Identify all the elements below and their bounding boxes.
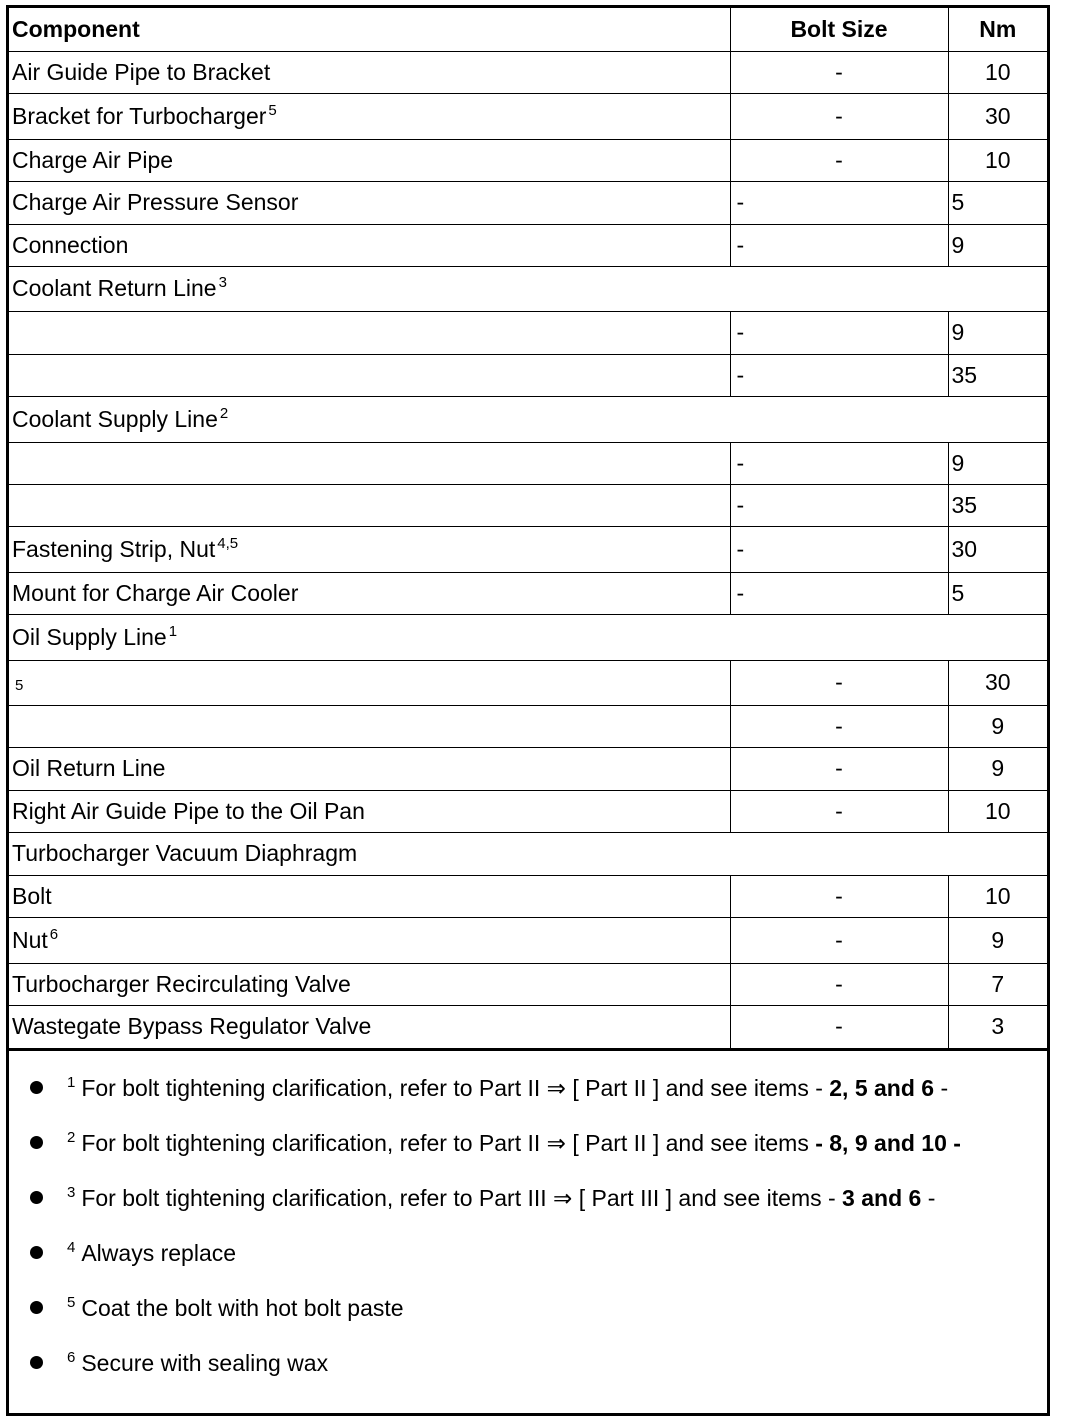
component-name: Nut: [12, 926, 48, 953]
footnote-reference: 3: [218, 274, 227, 291]
table-row: [9, 484, 1047, 526]
torque-nm-cell: 30: [948, 526, 1047, 572]
table-row: [9, 875, 1047, 917]
torque-nm-cell: 10: [948, 51, 1047, 93]
footnote-tail: -: [921, 1184, 936, 1211]
footnote-body: For bolt tightening clarification, refer to Part II ⇒ [ Part II ] and see items: [81, 1129, 816, 1156]
bolt-size-cell: -: [730, 572, 948, 614]
component-name: Mount for Charge Air Cooler: [12, 579, 299, 606]
component-cell: [9, 51, 730, 93]
component-cell: [9, 660, 730, 705]
bolt-size-cell: -: [730, 963, 948, 1005]
footnotes: [9, 1049, 1047, 1391]
bolt-size-cell: -: [730, 139, 948, 181]
footnote-reference: 1: [168, 622, 178, 640]
bolt-size-cell: -: [730, 1005, 948, 1048]
component-name: Bolt: [12, 882, 52, 909]
torque-nm-cell: 5: [948, 572, 1047, 614]
torque-nm-cell: 5: [948, 181, 1047, 224]
footnote-text: [67, 1130, 961, 1157]
component-name: Charge Air Pipe: [12, 146, 174, 173]
table-section-row: [9, 266, 1047, 311]
footnote-item: [9, 1061, 1047, 1116]
component-cell: [9, 1005, 730, 1048]
component-cell: [9, 526, 730, 572]
nm-column-header: Nm: [948, 8, 1047, 51]
table-row: [9, 917, 1047, 963]
footnote-item: [9, 1116, 1047, 1171]
bullet-icon: [30, 1301, 43, 1314]
footnote-item: [9, 1171, 1047, 1226]
torque-nm-cell: 9: [948, 747, 1047, 790]
component-name: Turbocharger Recirculating Valve: [12, 970, 351, 997]
bolt-size-cell: -: [730, 526, 948, 572]
section-title: [9, 832, 1047, 875]
table-body: [9, 51, 1047, 1048]
torque-nm-cell: 30: [948, 660, 1047, 705]
table-section-row: [9, 396, 1047, 442]
bullet-icon: [30, 1246, 43, 1259]
footnote-text: [67, 1075, 948, 1102]
footnote-text: [67, 1350, 328, 1377]
footnote-items-emphasis: 3 and 6: [842, 1184, 922, 1211]
bolt-size-cell: -: [730, 93, 948, 139]
torque-nm-cell: 9: [948, 311, 1047, 354]
torque-nm-cell: 30: [948, 93, 1047, 139]
component-cell: [9, 311, 730, 354]
table-row: [9, 1005, 1047, 1048]
bolt-size-cell: -: [730, 51, 948, 93]
section-title-text: Oil Supply Line: [12, 623, 167, 650]
section-title-text: Coolant Return Line: [12, 275, 217, 301]
bullet-icon: [30, 1356, 43, 1369]
torque-spec-sheet: [6, 5, 1050, 1416]
bolt-size-cell: -: [730, 917, 948, 963]
table-row: [9, 572, 1047, 614]
footnote-body: For bolt tightening clarification, refer to Part III ⇒ [ Part III ] and see items -: [81, 1184, 843, 1211]
component-cell: [9, 705, 730, 747]
bullet-icon: [30, 1081, 43, 1094]
torque-nm-cell: 10: [948, 875, 1047, 917]
footnote-reference: 4,5: [217, 534, 239, 552]
component-name: Wastegate Bypass Regulator Valve: [12, 1013, 372, 1039]
section-title: [9, 396, 1047, 442]
torque-nm-cell: 10: [948, 139, 1047, 181]
component-cell: [9, 484, 730, 526]
component-cell: [9, 139, 730, 181]
component-cell: [9, 747, 730, 790]
table-row: [9, 181, 1047, 224]
torque-nm-cell: 7: [948, 963, 1047, 1005]
component-name: Air Guide Pipe to Bracket: [12, 58, 271, 85]
footnote-number: 2: [67, 1128, 76, 1146]
table-row: [9, 51, 1047, 93]
footnote-reference: 6: [49, 925, 59, 943]
component-name: Right Air Guide Pipe to the Oil Pan: [12, 797, 365, 824]
torque-nm-cell: 9: [948, 917, 1047, 963]
torque-nm-cell: 3: [948, 1005, 1047, 1048]
table-section-row: [9, 614, 1047, 660]
component-name: Charge Air Pressure Sensor: [12, 189, 299, 215]
component-cell: [9, 917, 730, 963]
footnote-tail: -: [934, 1074, 949, 1101]
bolt-size-cell: -: [730, 311, 948, 354]
footnote-number: 4: [67, 1238, 76, 1256]
bullet-icon: [30, 1191, 43, 1204]
footnote-body: For bolt tightening clarification, refer to Part II ⇒ [ Part II ] and see items -: [81, 1074, 830, 1101]
torque-spec-table: [9, 8, 1047, 1049]
component-cell: [9, 354, 730, 396]
table-row: [9, 526, 1047, 572]
torque-nm-cell: 9: [948, 705, 1047, 747]
bolt-size-cell: -: [730, 747, 948, 790]
table-row: [9, 705, 1047, 747]
bullet-icon: [30, 1136, 43, 1149]
component-cell: [9, 224, 730, 266]
bolt-size-cell: -: [730, 705, 948, 747]
torque-nm-cell: 35: [948, 484, 1047, 526]
table-row: [9, 354, 1047, 396]
component-cell: [9, 875, 730, 917]
footnote-text: [67, 1240, 236, 1267]
table-row: [9, 442, 1047, 484]
torque-nm-cell: 35: [948, 354, 1047, 396]
section-title: [9, 614, 1047, 660]
table-row: [9, 311, 1047, 354]
component-cell: [9, 442, 730, 484]
bolt-size-cell: -: [730, 224, 948, 266]
component-cell: [9, 790, 730, 832]
footnote-body: Secure with sealing wax: [81, 1349, 329, 1376]
table-row: [9, 224, 1047, 266]
footnote-reference: 5: [268, 101, 277, 119]
table-row: [9, 93, 1047, 139]
table-row: [9, 790, 1047, 832]
bolt-size-cell: -: [730, 875, 948, 917]
torque-nm-cell: 10: [948, 790, 1047, 832]
bolt-size-cell: -: [730, 181, 948, 224]
footnote-body: Always replace: [81, 1239, 237, 1266]
component-cell: [9, 572, 730, 614]
footnote-number: 5: [67, 1293, 76, 1311]
component-cell: [9, 93, 730, 139]
torque-nm-cell: 9: [948, 224, 1047, 266]
torque-nm-cell: 9: [948, 442, 1047, 484]
bolt-size-cell: -: [730, 484, 948, 526]
footnote-item: [9, 1226, 1047, 1281]
footnote-number: 3: [67, 1183, 76, 1201]
table-row: [9, 139, 1047, 181]
bolt-size-cell: -: [730, 442, 948, 484]
footnote-item: [9, 1281, 1047, 1336]
table-row: [9, 660, 1047, 705]
table-row: [9, 747, 1047, 790]
component-column-header: Component: [9, 8, 730, 51]
table-section-row: [9, 832, 1047, 875]
footnote-items-emphasis: - 8, 9 and 10 -: [815, 1129, 961, 1156]
footnote-text: [67, 1185, 935, 1212]
footnote-number: 1: [67, 1073, 76, 1091]
component-cell: [9, 181, 730, 224]
section-title: [9, 266, 1047, 311]
component-name: Oil Return Line: [12, 755, 166, 781]
footnote-body: Coat the bolt with hot bolt paste: [81, 1294, 404, 1321]
component-name: Fastening Strip, Nut: [12, 535, 216, 562]
component-cell: [9, 963, 730, 1005]
footnote-text: [67, 1295, 404, 1322]
table-row: [9, 963, 1047, 1005]
footnote-items-emphasis: 2, 5 and 6: [829, 1074, 935, 1101]
section-title-text: Coolant Supply Line: [12, 405, 218, 432]
header-row: [9, 8, 1047, 51]
footnote-number: 6: [67, 1348, 76, 1366]
bolt-size-cell: -: [730, 354, 948, 396]
section-title-text: Turbocharger Vacuum Diaphragm: [12, 840, 358, 866]
footnote-reference: 2: [219, 404, 229, 422]
bolt-size-column-header: Bolt Size: [730, 8, 948, 51]
component-name: Connection: [12, 231, 129, 258]
footnote-reference: 5: [15, 676, 24, 694]
bolt-size-cell: -: [730, 790, 948, 832]
footnote-item: [9, 1336, 1047, 1391]
bolt-size-cell: -: [730, 660, 948, 705]
component-name: Bracket for Turbocharger: [12, 102, 267, 129]
